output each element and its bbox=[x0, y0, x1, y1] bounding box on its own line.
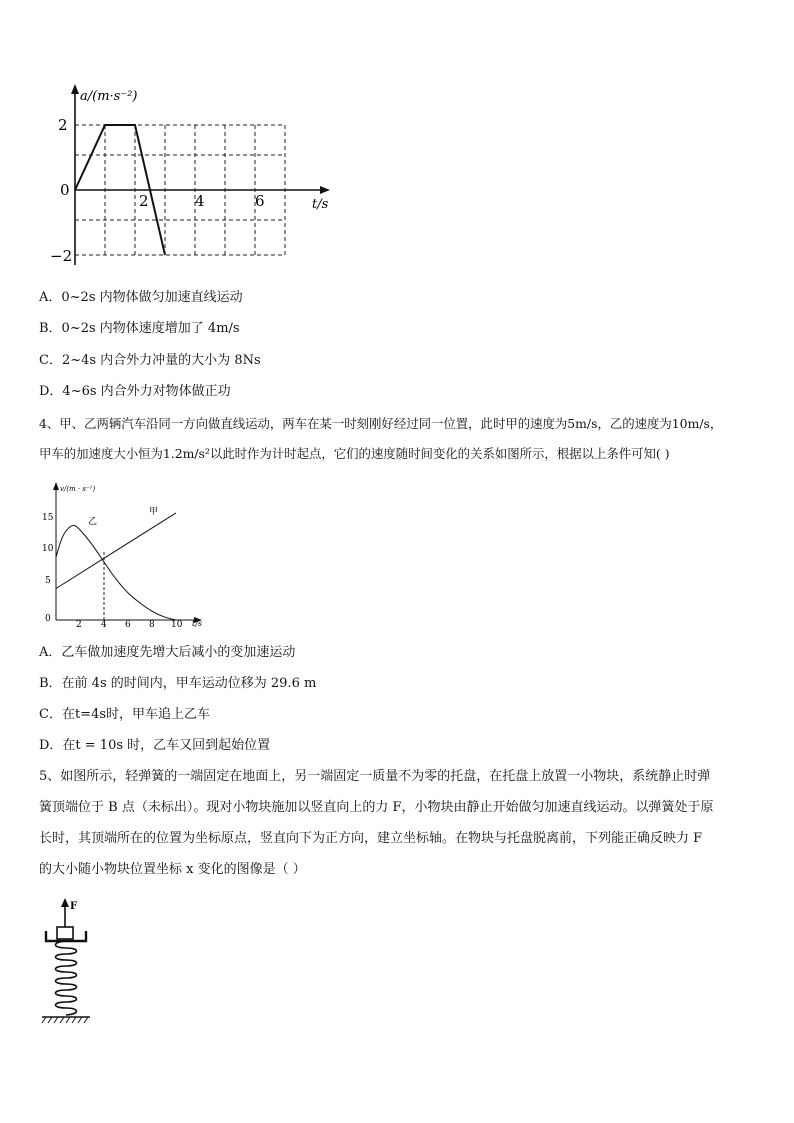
v-x-tick-2: 2 bbox=[76, 620, 82, 630]
q3-option-d: D．4~6s 内合外力对物体做正功 bbox=[39, 384, 231, 399]
a-x-tick-4: 4 bbox=[195, 192, 205, 210]
q3-option-a: A．0~2s 内物体做匀加速直线运动 bbox=[39, 290, 243, 305]
series-jia-line bbox=[56, 513, 176, 589]
a-y-tick-0: 0 bbox=[60, 181, 70, 199]
v-x-tick-8: 8 bbox=[149, 620, 155, 630]
v-x-tick-4: 4 bbox=[101, 620, 107, 630]
a-x-tick-2: 2 bbox=[139, 192, 149, 210]
q4-option-b: B．在前 4s 的时间内，甲车运动位移为 29.6 m bbox=[39, 676, 317, 691]
a-x-axis-arrow bbox=[320, 186, 330, 194]
acceleration-time-graph bbox=[50, 80, 350, 270]
a-x-axis-label: t/s bbox=[312, 197, 329, 212]
q5-stem-line4: 的大小随小物块位置坐标 x 变化的图像是（ ） bbox=[39, 862, 306, 877]
q4-stem-line2: 甲车的加速度大小恒为1.2m/s²以此时作为计时起点，它们的速度随时间变化的关系如图所示，根据以上条件可知( ) bbox=[39, 446, 670, 461]
v-y-axis-label: v/(m · s⁻¹) bbox=[60, 485, 96, 493]
small-block bbox=[57, 927, 73, 939]
q4-option-a: A．乙车做加速度先增大后减小的变加速运动 bbox=[39, 645, 296, 660]
v-y-tick-15: 15 bbox=[42, 513, 54, 523]
v-y-tick-10: 10 bbox=[42, 544, 54, 554]
v-y-tick-5: 5 bbox=[45, 576, 51, 586]
v-x-tick-6: 6 bbox=[125, 620, 131, 630]
series-jia-label: 甲 bbox=[149, 507, 159, 517]
q5-stem-line3: 长时，其顶端所在的位置为坐标原点，竖直向下为正方向，建立坐标轴。在物块与托盘脱离前，下列能正确反映力 F bbox=[39, 831, 703, 846]
a-y-tick-2: 2 bbox=[58, 116, 68, 134]
spring-coil bbox=[56, 941, 77, 1015]
q3-option-c: C．2~4s 内合外力冲量的大小为 8Ns bbox=[39, 353, 261, 368]
v-x-axis-label: t/s bbox=[192, 619, 203, 628]
force-label: F bbox=[70, 901, 78, 912]
a-y-tick-neg2: −2 bbox=[50, 247, 73, 265]
series-yi-label: 乙 bbox=[88, 517, 98, 527]
a-y-axis-label: a/(m·s⁻²) bbox=[80, 89, 138, 104]
q5-stem-line1: 5、如图所示，轻弹簧的一端固定在地面上，另一端固定一质量不为零的托盘，在托盘上放置一小物块，系统静止时弹 bbox=[39, 769, 711, 784]
series-yi-curve bbox=[56, 525, 176, 620]
velocity-time-graph bbox=[36, 480, 226, 630]
a-x-tick-6: 6 bbox=[255, 192, 265, 210]
q5-stem-line2: 簧顶端位于 B 点（未标出）。现对小物块施加以竖直向上的力 F，小物块由静止开始做匀加速直线运动。以弹簧处于原 bbox=[39, 800, 714, 815]
q4-option-d: D．在t = 10s 时，乙车又回到起始位置 bbox=[39, 738, 271, 753]
v-y-axis-arrow bbox=[53, 482, 59, 490]
v-x-tick-10: 10 bbox=[171, 620, 183, 630]
q4-stem-line1: 4、甲、乙两辆汽车沿同一方向做直线运动，两车在某一时刻刚好经过同一位置，此时甲的速度为5m/s，乙的速度为10m/s， bbox=[39, 416, 723, 431]
a-y-axis-arrow bbox=[71, 84, 79, 94]
spring-tray-diagram bbox=[38, 895, 98, 1025]
v-x-tick-0: 0 bbox=[45, 614, 51, 624]
q3-option-b: B．0~2s 内物体速度增加了 4m/s bbox=[39, 321, 240, 336]
force-arrow-head bbox=[61, 898, 69, 907]
ground-hatch bbox=[42, 1017, 88, 1023]
q4-option-c: C．在t=4s时，甲车追上乙车 bbox=[39, 707, 211, 722]
